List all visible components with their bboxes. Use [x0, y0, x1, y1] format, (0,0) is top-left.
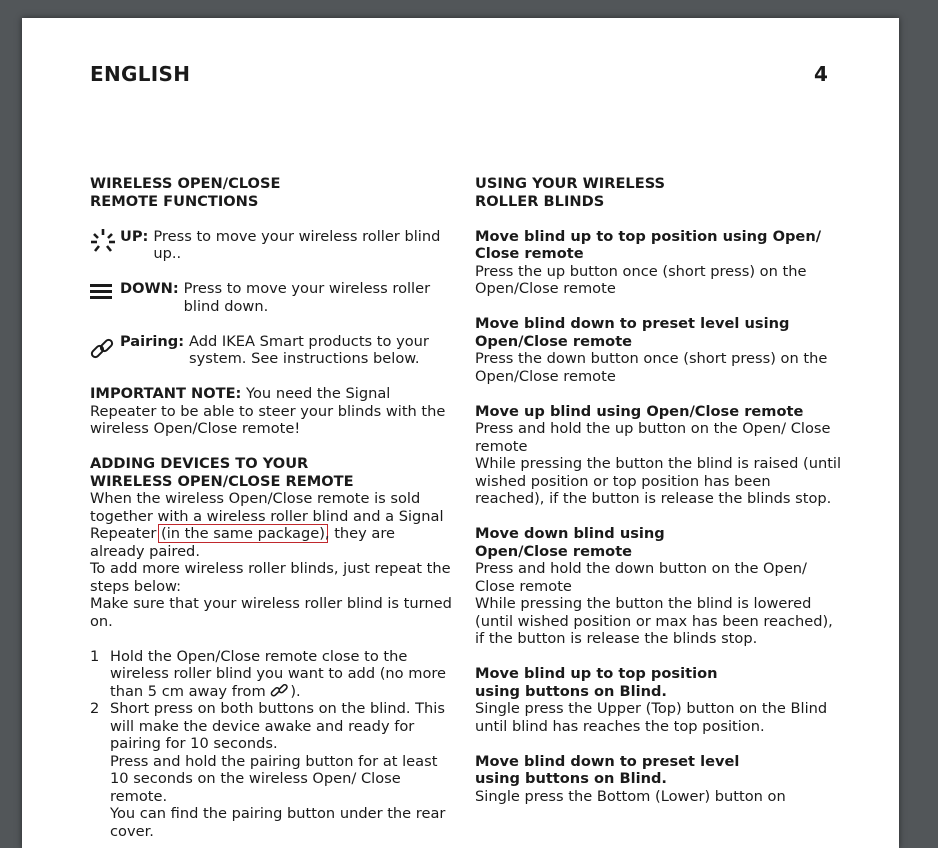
language-heading: ENGLISH	[90, 62, 191, 86]
important-note-text: You need the Signal Repeater to be able to steer your blinds with the wireless Open/Close remote!	[90, 385, 446, 437]
link-pairing-icon	[90, 337, 116, 363]
section-title-using-blinds: USING YOUR WIRELESS ROLLER BLINDS	[475, 175, 666, 210]
step-number: 2	[90, 700, 100, 717]
function-down-label: DOWN:	[120, 280, 179, 297]
function-up-text: Press to move your wireless roller blind up..	[153, 227, 441, 262]
instruction-heading: Move up blind using Open/Close remote	[475, 402, 804, 420]
instruction-section	[475, 753, 843, 806]
step-item: 2 Short press on both buttons on the blind. This will make the device awake and ready for pairing for 10 seconds. Press and hold the pairing button for at least 10 seconds on the wireless Open/ Close remote. You can find the pairing button under the rear cover.	[90, 700, 446, 840]
important-note	[90, 385, 452, 438]
left-column	[90, 175, 452, 840]
page-number: 4	[814, 62, 828, 86]
instruction-section	[475, 403, 843, 508]
instruction-body: Press and hold the up button on the Open/ Close remote	[475, 420, 831, 455]
highlighted-text: (in the same package)	[158, 524, 328, 543]
instruction-heading: Move blind down to preset level using Open/Close remote	[475, 315, 790, 350]
instruction-heading: Move blind up to top position using buttons on Blind.	[475, 665, 718, 700]
instruction-body: Press and hold the down button on the Open/ Close remote	[475, 560, 807, 595]
function-down-text: Press to move your wireless roller blind down.	[183, 280, 431, 315]
instruction-heading: Move blind up to top position using Open/ Close remote	[475, 227, 822, 262]
function-down	[90, 280, 452, 315]
step-item: 1 Hold the Open/Close remote close to the wireless roller blind you want to add (no more than 5 cm away from ).	[90, 647, 447, 700]
down-lines-icon	[90, 280, 116, 306]
instruction-section	[475, 665, 843, 735]
instruction-body: While pressing the button the blind is lowered (until wished position or max has been reached), if the button is release the blinds stop.	[475, 595, 833, 647]
important-note-label: IMPORTANT NOTE:	[90, 385, 242, 402]
instruction-section	[475, 228, 843, 298]
function-pairing-label: Pairing:	[120, 332, 185, 350]
instruction-body: Single press the Bottom (Lower) button on	[475, 787, 786, 805]
instruction-body: Press the up button once (short press) on the Open/Close remote	[475, 262, 807, 297]
instruction-heading: Move down blind using Open/Close remote	[475, 525, 665, 560]
adding-paragraph-2: To add more wireless roller blinds, just repeat the steps below:	[90, 560, 451, 595]
steps-list	[90, 648, 452, 841]
instruction-section	[475, 315, 843, 385]
adding-paragraph-3: Make sure that your wireless roller blind is turned on.	[90, 595, 452, 630]
link-pairing-icon	[270, 684, 290, 698]
instruction-body: Single press the Upper (Top) button on the Blind until blind has reaches the top position.	[475, 700, 828, 735]
right-column	[475, 175, 843, 805]
function-up	[90, 228, 452, 263]
instruction-body: Press the down button once (short press) on the Open/Close remote	[475, 350, 828, 385]
sun-up-icon	[90, 228, 116, 254]
function-up-label: UP:	[120, 227, 149, 245]
instruction-heading: Move blind down to preset level using buttons on Blind.	[475, 752, 740, 787]
adding-paragraph-1: When the wireless Open/Close remote is sold together with a wireless roller blind and a Signal Repeater (in the same package), they are already paired.	[90, 490, 444, 560]
instruction-section	[475, 525, 843, 648]
section-title-remote-functions: WIRELESS OPEN/CLOSE REMOTE FUNCTIONS	[90, 175, 281, 210]
section-title-adding-devices: ADDING DEVICES TO YOUR WIRELESS OPEN/CLOSE REMOTE	[90, 455, 354, 490]
document-page	[22, 18, 899, 848]
step-number: 1	[90, 647, 100, 665]
function-pairing	[90, 333, 452, 368]
function-pairing-text: Add IKEA Smart products to your system. See instructions below.	[189, 332, 429, 367]
instruction-body: While pressing the button the blind is raised (until wished position or top position has been reached), if the button is release the blinds stop.	[475, 455, 842, 507]
